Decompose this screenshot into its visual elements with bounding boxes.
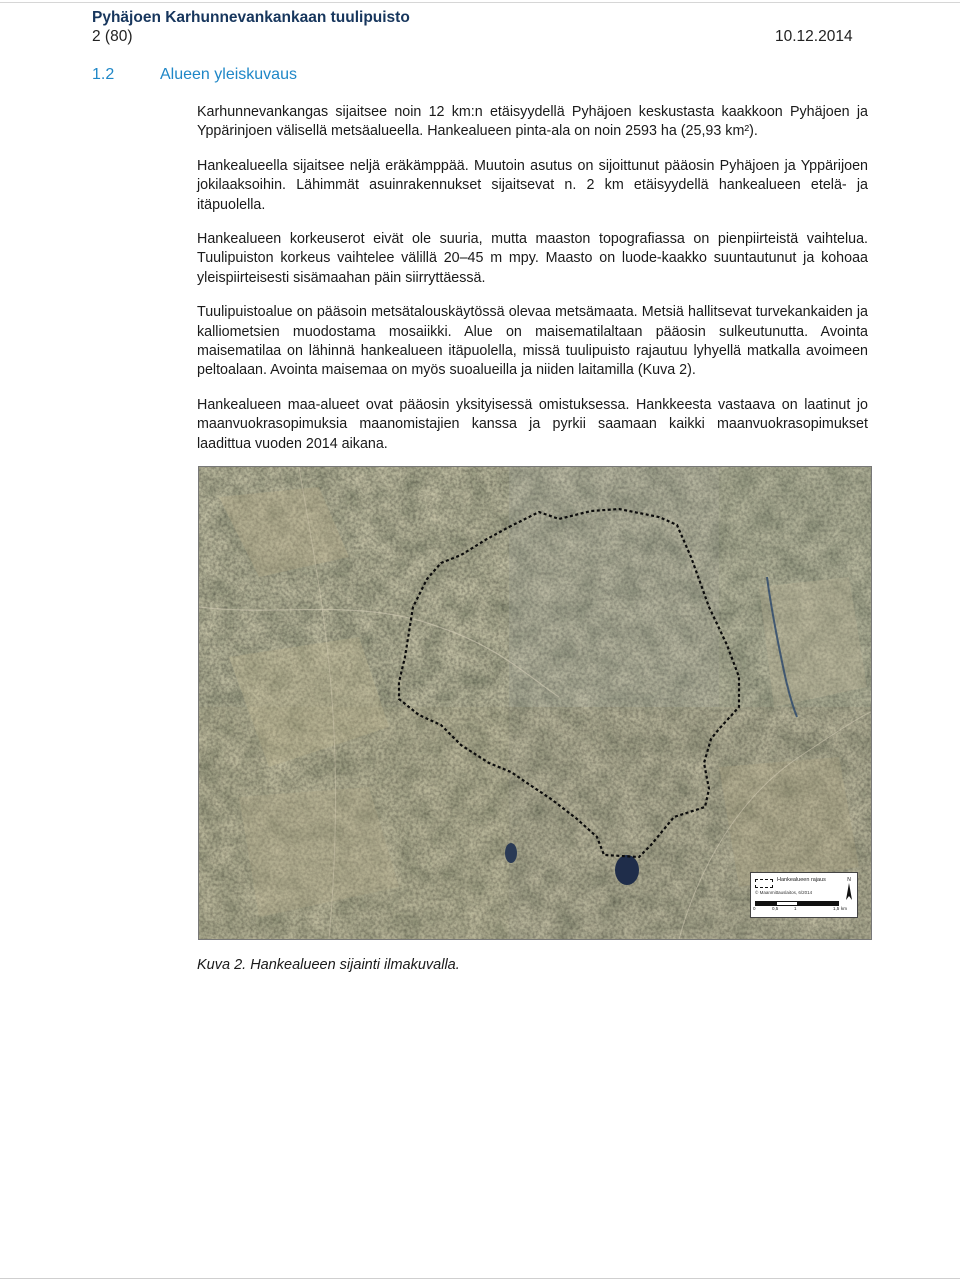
- aerial-map-figure: [198, 466, 872, 940]
- scale-label: 1: [794, 906, 797, 911]
- map-legend: [750, 872, 858, 918]
- page-bottom-border: [0, 1278, 960, 1279]
- section-heading: [92, 66, 297, 84]
- paragraph-location: Karhunnevankangas sijaitsee noin 12 km:n etäisyydellä Pyhäjoen keskustasta kaakkoon Pyhäjoen ja Yppärinjoen välisellä metsäalueella. Hankealueen pinta-ala on noin 2593 ha (25,93 km²).: [197, 104, 868, 140]
- document-header-title: Pyhäjoen Karhunnevankankaan tuulipuisto: [92, 9, 410, 26]
- paragraph-land-use: Tuulipuistoalue on pääsoin metsätalouskäytössä olevaa metsämaata. Metsiä hallitsevat turvekankaiden ja kalliometsien muodostama mosaiikki. Alue on maisematilaltaan pääosin sulkeutunutta. Avointa maisematilaa on lähinnä hankealueen itäpuolella, missä tuulipuisto rajautuu lyhyellä matkalla avoimeen peltoalaan. Avointa maisemaa on myös suoalueilla ja niiden laitamilla (Kuva 2).: [197, 304, 868, 379]
- scale-bar: [755, 901, 839, 905]
- scale-label: 1,5: [833, 906, 840, 911]
- paragraph-topography: Hankealueen korkeuserot eivät ole suuria, mutta maaston topografiassa on pienpiirteistä vaihtelua. Tuulipuiston korkeus vaihtelee välillä 20–45 m mpy. Maasto on luode-kaakko suuntautunut ja kohoaa yleispiirteisesti sisämaahan päin siirryttäessä.: [197, 231, 868, 286]
- page-number: 2 (80): [92, 28, 133, 45]
- north-label: N: [847, 877, 851, 883]
- document-date: 10.12.2014: [775, 28, 853, 45]
- scale-label: 0: [753, 906, 756, 911]
- scale-unit: km: [841, 906, 847, 911]
- aerial-photo: [199, 467, 871, 939]
- paragraph-ownership: Hankealueen maa-alueet ovat pääosin yksityisessä omistuksessa. Hankkeesta vastaava on laatinut jo maanvuokrasopimuksia maanomistajien kanssa ja pyrkii saamaan kaikki maanvuokrasopimukset laadittua vuoden 2014 aikana.: [197, 396, 868, 452]
- section-number: 1.2: [92, 66, 115, 83]
- map-copyright: © Maanmittauslaitos, 6/2014: [755, 890, 813, 895]
- boundary-swatch: [755, 879, 773, 888]
- scale-label: 0,5: [772, 906, 779, 911]
- body-text: [197, 103, 868, 469]
- scale-labels: [753, 906, 849, 914]
- legend-label: Hankealueen rajaus: [777, 877, 826, 883]
- page-top-border: [0, 2, 960, 3]
- figure-caption: Kuva 2. Hankealueen sijainti ilmakuvalla.: [197, 957, 460, 973]
- north-arrow-icon: [844, 876, 854, 902]
- paragraph-settlement: Hankealueella sijaitsee neljä eräkämppää. Muutoin asutus on sijoittunut pääosin Pyhäjoen ja Yppärijoen jokilaaksoihin. Lähimmät asuinrakennukset sijaitsevat n. 2 km etäisyydellä hankealueen etelä- ja itäpuolella.: [197, 157, 868, 213]
- section-title: Alueen yleiskuvaus: [160, 66, 297, 83]
